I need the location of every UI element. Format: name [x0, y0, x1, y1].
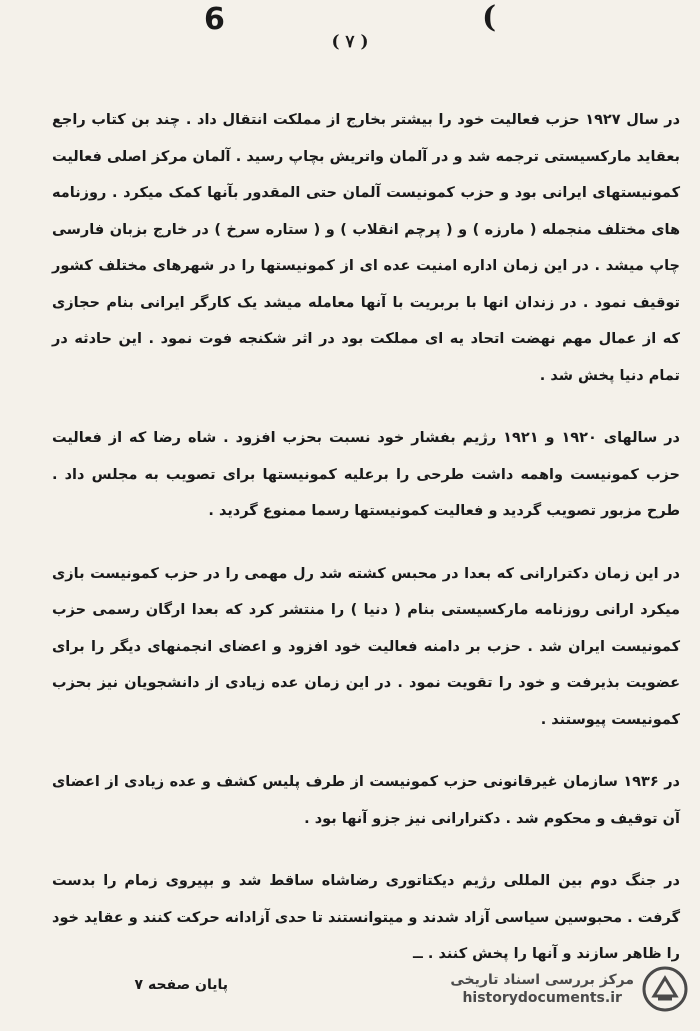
handwritten-mark-right: (	[482, 0, 497, 35]
archive-logo-icon	[642, 966, 688, 1012]
page-number: ( ۷ )	[331, 32, 369, 52]
paragraph-4: در ۱۹۳۶ سازمان غیرقانونی حزب کمونیست از طرف پلیس کشف و عده زیادی از اعضای آن توقیف و محکوم شد . دکترارانی نیز جزو آنها بود .	[52, 774, 680, 827]
document-body	[52, 102, 680, 999]
paragraph-5: در جنگ دوم بین المللی رژیم دیکتاتوری رضاشاه ساقط شد و بپیروی زمام را بدست گرفت . محبوسین سیاسی آزاد شدند و میتوانستند تا حدی آزادانه حرکت کنند و عقاید خود را ظاهر سازند و آنها را پخش کنند . ــ	[52, 873, 680, 962]
handwritten-mark-left: 6	[204, 2, 225, 37]
paragraph-1: در سال ۱۹۲۷ حزب فعالیت خود را بیشتر بخارج از مملکت انتقال داد . چند بن کتاب راجع بعقاید مارکسیستی ترجمه شد و در آلمان واتریش بچاپ رسید . آلمان مرکز اصلی فعالیت کمونیستهای ایرانی بود و حزب کمونیست آلمان حتی المقدور بآنها کمک میکرد . روزنامه های مختلف منجمله ( مارزه ) و ( پرچم انقلاب ) و ( ستاره سرخ ) در خارج بزبان فارسی چاپ میشد . در این زمان اداره امنیت عده ای از کمونیستها را در شهرهای مختلف کشور توقیف نمود . در زندان انها با بربریت با آنها معامله میشد یک کارگر ایرانی بنام حجازی که از عمال مهم نهضت اتحاد یه ای مملکت بود در اثر شکنجه فوت نمود . این حادثه در تمام دنیا پخش شد .	[52, 112, 681, 384]
page-end-label: پایان صفحه ۷	[134, 977, 228, 993]
paragraph-3: در این زمان دکترارانی که بعدا در محبس کشته شد رل مهمی را در حزب کمونیست بازی میکرد ارانی روزنامه مارکسیستی بنام ( دنیا ) را منتشر کرد که بعدا ارگان رسمی حزب کمونیست ایران شد . حزب بر دامنه فعالیت خود افزود و اعضای انجمنهای دیگر را برای عضویت بذیرفت و خود را تقویت نمود . در این زمان عده زیادی از دانشجویان نیز بحزب کمونیست پیوستند .	[52, 565, 680, 728]
watermark-url: historydocuments.ir	[462, 990, 622, 1006]
watermark	[450, 966, 688, 1012]
watermark-title: مرکز بررسی اسناد تاریخی	[450, 972, 634, 988]
paragraph-2: در سالهای ۱۹۲۰ و ۱۹۲۱ رژیم بفشار خود نسبت بحزب افزود . شاه رضا که از فعالیت حزب کمونیست واهمه داشت طرحی را برعلیه کمونیستها برای تصویب به مجلس داد . طرح مزبور تصویب گردید و فعالیت کمونیستها رسما ممنوع گردید .	[52, 430, 680, 519]
